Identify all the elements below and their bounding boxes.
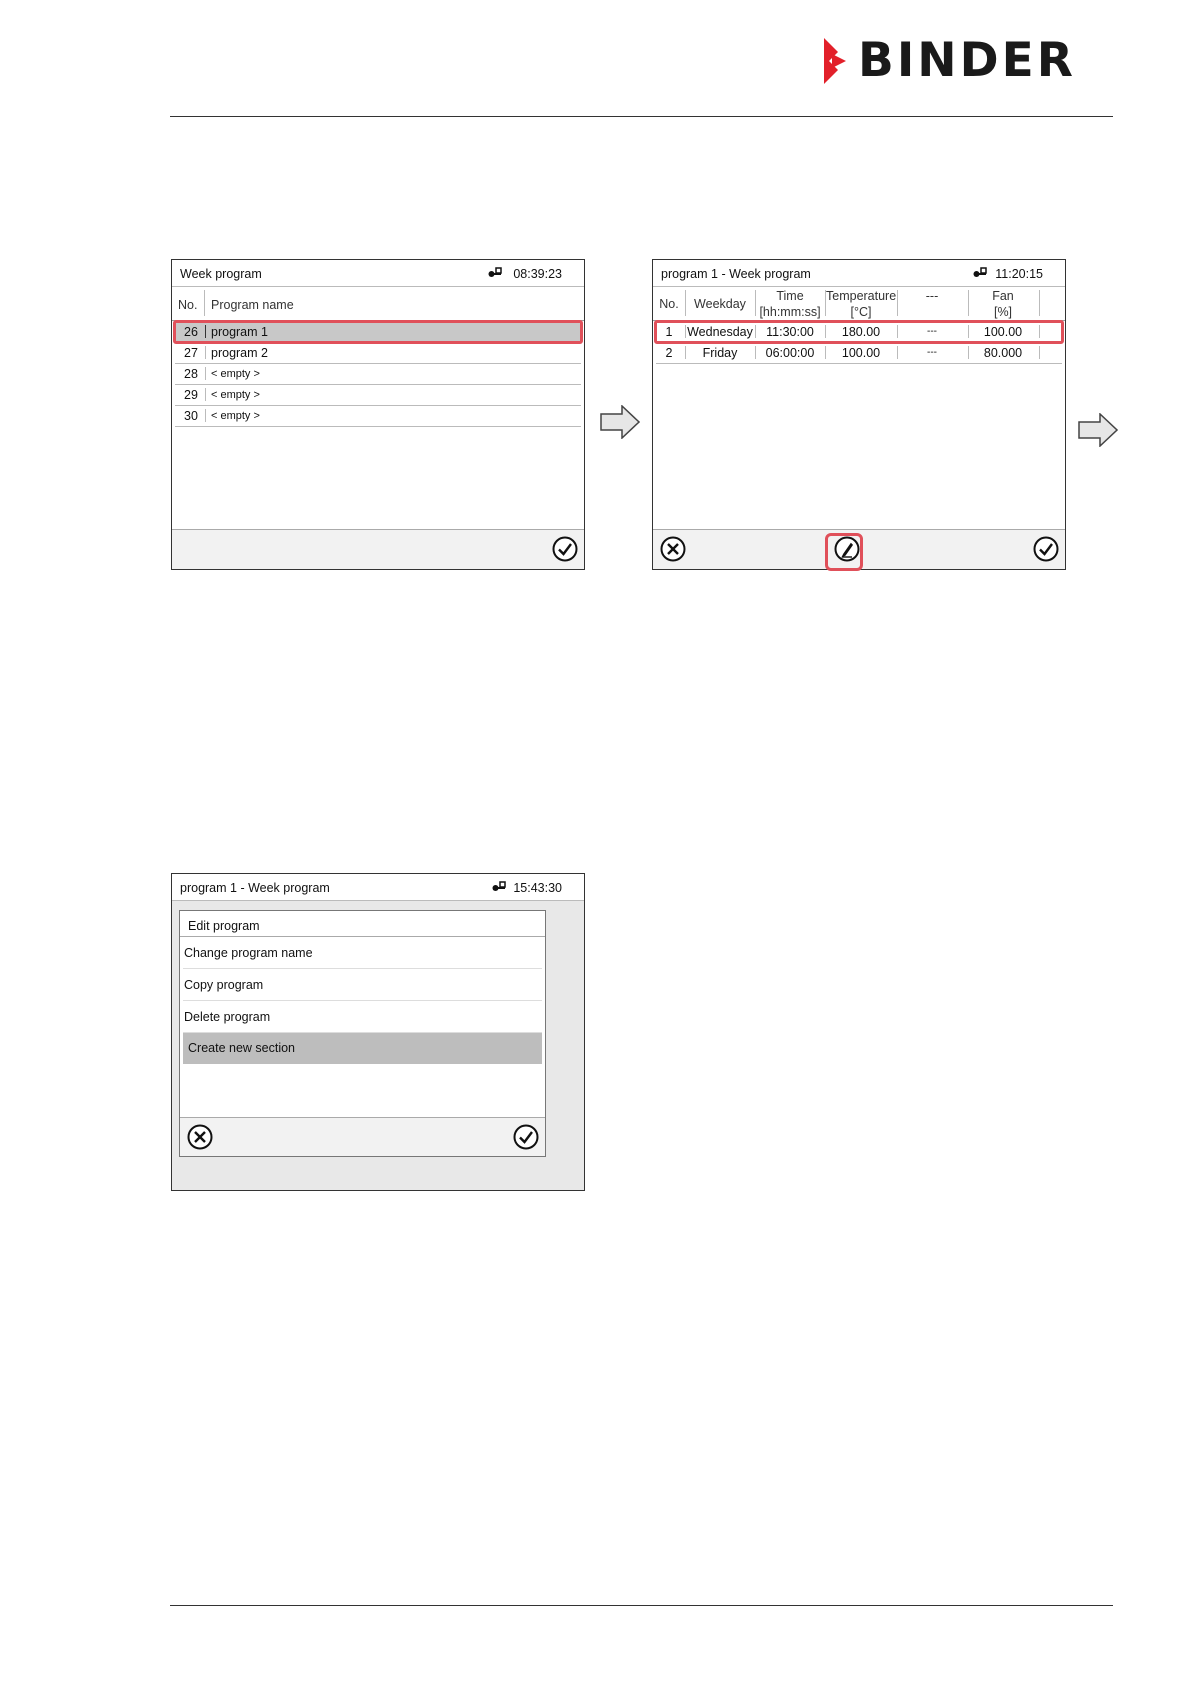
- menu-item-change-program-name[interactable]: Change program name: [183, 938, 542, 969]
- key-lock-icon: [973, 267, 987, 282]
- col-header-program-name: Program name: [211, 298, 294, 312]
- clock: 15:43:30: [513, 881, 562, 895]
- col-header-no: No.: [178, 298, 198, 312]
- menu-item-delete-program[interactable]: Delete program: [183, 1002, 542, 1033]
- edit-program-dialog: [179, 910, 546, 1157]
- confirm-icon[interactable]: [1033, 536, 1059, 562]
- col-header-time: Time: [776, 289, 804, 303]
- screen-title: program 1 - Week program: [180, 881, 330, 895]
- table-row[interactable]: 1 Wednesday 11:30:00 180.00 --- 100.00: [656, 321, 1062, 343]
- key-lock-icon: [488, 267, 502, 282]
- selection-highlight: [173, 320, 583, 344]
- brand-name: BINDER: [858, 33, 1076, 88]
- screen-week-program-list: [171, 259, 585, 570]
- next-step-arrow-icon: [1078, 413, 1118, 452]
- menu-item-create-new-section[interactable]: Create new section: [183, 1033, 542, 1064]
- footer-rule: [170, 1605, 1113, 1606]
- edit-button-highlight: [825, 533, 863, 571]
- screen-title: Week program: [180, 267, 262, 281]
- binder-logo-mark: [824, 38, 852, 84]
- col-header-temperature-unit: [°C]: [850, 305, 872, 319]
- col-header-time-unit: [hh:mm:ss]: [759, 305, 821, 319]
- screen-header: [653, 260, 1065, 287]
- binder-logo: [824, 33, 1076, 88]
- screen-header: [172, 874, 584, 901]
- key-lock-icon: [492, 881, 506, 896]
- list-item[interactable]: 26 program 1: [175, 321, 581, 343]
- table-header: [653, 286, 1065, 321]
- clock: 11:20:15: [995, 267, 1043, 281]
- next-step-arrow-icon: [600, 405, 640, 444]
- cancel-icon[interactable]: [660, 536, 686, 562]
- list-item[interactable]: 28 < empty >: [175, 363, 581, 385]
- screen-footer: [172, 529, 584, 569]
- header-rule: [170, 116, 1113, 117]
- col-header-fan: Fan: [992, 289, 1014, 303]
- table-row[interactable]: 2 Friday 06:00:00 100.00 --- 80.000: [656, 342, 1062, 364]
- clock: 08:39:23: [513, 267, 562, 281]
- list-item[interactable]: 30 < empty >: [175, 405, 581, 427]
- col-header-temperature: Temperature: [826, 289, 897, 303]
- cancel-icon[interactable]: [187, 1124, 213, 1150]
- screen-edit-program: [171, 873, 585, 1191]
- list-item[interactable]: 29 < empty >: [175, 384, 581, 406]
- dialog-footer: [180, 1117, 545, 1156]
- screen-title: program 1 - Week program: [661, 267, 811, 281]
- col-header-blank: ---: [925, 289, 939, 303]
- screen-program-table: [652, 259, 1066, 570]
- col-header-weekday: Weekday: [694, 297, 746, 311]
- selection-highlight: [654, 320, 1064, 344]
- list-item[interactable]: 27 program 2: [175, 342, 581, 364]
- confirm-icon[interactable]: [513, 1124, 539, 1150]
- confirm-icon[interactable]: [552, 536, 578, 562]
- col-header-fan-unit: [%]: [993, 305, 1013, 319]
- screen-header: [172, 260, 584, 287]
- table-header: [172, 286, 584, 321]
- dialog-title: Edit program: [188, 919, 260, 933]
- menu-item-copy-program[interactable]: Copy program: [183, 970, 542, 1001]
- col-header-no: No.: [659, 297, 679, 311]
